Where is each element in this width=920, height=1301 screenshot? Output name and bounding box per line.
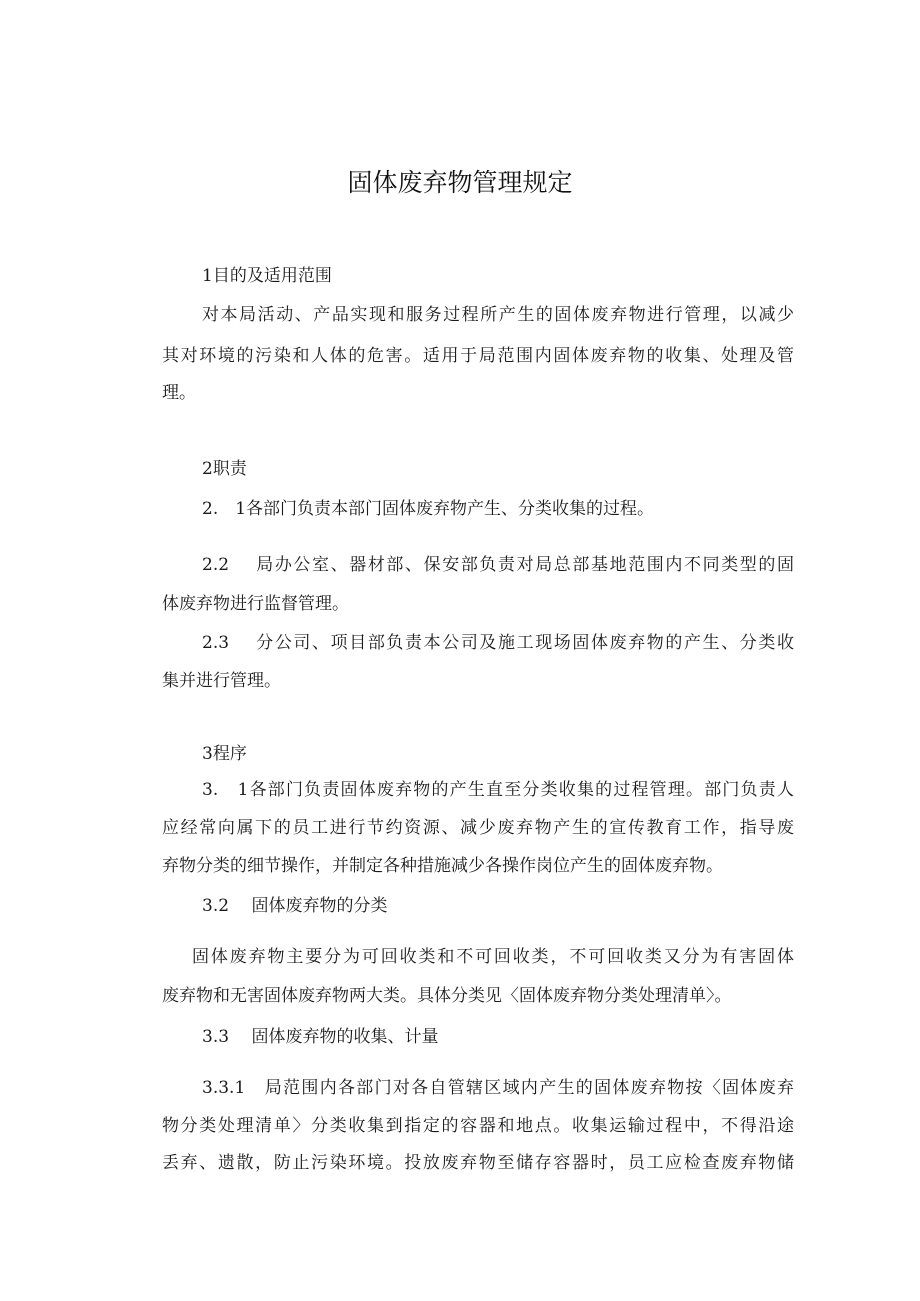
section-heading: 1目的及适用范围 [202, 266, 332, 286]
paragraph-line: 集并进行管理。 [162, 671, 281, 691]
subsection-heading: 3.2 固体废弃物的分类 [202, 896, 388, 916]
paragraph-line: 弃物分类的细节操作，并制定各种措施减少各操作岗位产生的固体废弃物。 [162, 856, 723, 876]
paragraph-line: 丢弃、遗散，防止污染环境。投放废弃物至储存容器时，员工应检查废弃物储 [162, 1153, 794, 1173]
paragraph-line: 其对环境的污染和人体的危害。适用于局范围内固体废弃物的收集、处理及管 [162, 346, 794, 366]
paragraph-line: 理。 [162, 383, 196, 403]
paragraph-line: 2.2 局办公室、器材部、保安部负责对局总部基地范围内不同类型的固 [202, 555, 794, 575]
section-heading: 2职责 [202, 459, 247, 479]
paragraph-line: 固体废弃物主要分为可回收类和不可回收类，不可回收类又分为有害固体 [192, 947, 794, 967]
document-title: 固体废弃物管理规定 [347, 168, 573, 197]
subsection-heading: 3.3 固体废弃物的收集、计量 [202, 1027, 439, 1047]
paragraph-line: 3. 1各部门负责固体废弃物的产生直至分类收集的过程管理。部门负责人 [202, 780, 794, 800]
paragraph-line: 2. 1各部门负责本部门固体废弃物产生、分类收集的过程。 [202, 499, 655, 519]
section-heading: 3程序 [202, 744, 247, 764]
paragraph-line: 2.3 分公司、项目部负责本公司及施工现场固体废弃物的产生、分类收 [202, 633, 794, 653]
paragraph-line: 应经常向属下的员工进行节约资源、减少废弃物产生的宣传教育工作，指导废 [162, 818, 794, 838]
paragraph-line: 体废弃物进行监督管理。 [162, 594, 349, 614]
paragraph-line: 对本局活动、产品实现和服务过程所产生的固体废弃物进行管理，以减少 [202, 305, 794, 325]
paragraph-line: 废弃物和无害固体废弃物两大类。具体分类见〈固体废弃物分类处理清单〉。 [162, 986, 732, 1006]
paragraph-line: 物分类处理清单〉分类收集到指定的容器和地点。收集运输过程中，不得沿途 [162, 1116, 794, 1136]
paragraph-line: 3.3.1 局范围内各部门对各自管辖区域内产生的固体废弃物按〈固体废弃 [202, 1078, 794, 1098]
